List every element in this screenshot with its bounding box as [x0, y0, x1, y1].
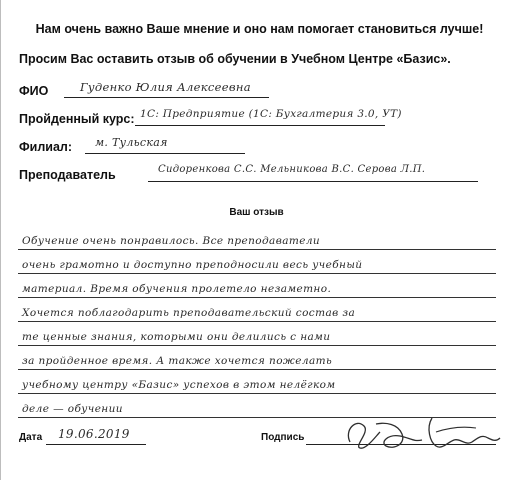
- teacher-label: Преподаватель: [19, 168, 116, 182]
- teacher-value: Сидоренкова С.С. Мельникова В.С. Серова Л.П.: [158, 164, 426, 175]
- review-text-line: Хочется поблагодарить преподавательский состав за: [22, 307, 356, 319]
- date-underline: [46, 444, 146, 445]
- review-text-line: очень грамотно и доступно преподносили весь учебный: [22, 259, 363, 271]
- review-line: [18, 297, 496, 298]
- scan-edge: [0, 0, 1, 480]
- handwritten-signature: [336, 412, 506, 462]
- review-text-line: материал. Время обучения пролетело незаметно.: [22, 283, 332, 295]
- course-label: Пройденный курс:: [19, 112, 135, 126]
- review-line: [18, 369, 496, 370]
- branch-value: м. Тульская: [95, 136, 168, 149]
- fio-value: Гуденко Юлия Алексеевна: [80, 80, 251, 94]
- review-line: [18, 273, 496, 274]
- review-line: [18, 345, 496, 346]
- teacher-underline: [148, 181, 478, 182]
- signature-label: Подпись: [261, 432, 305, 443]
- fio-underline: [64, 97, 269, 98]
- review-title: Ваш отзыв: [229, 207, 284, 218]
- review-text-line: деле — обучении: [22, 403, 123, 415]
- form-headline: Нам очень важно Ваше мнение и оно нам помогает становиться лучше!: [35, 22, 484, 36]
- review-line: [18, 321, 496, 322]
- review-text-line: те ценные знания, которыми они делились с нами: [22, 331, 331, 343]
- review-text-line: за пройденное время. А также хочется пожелать: [22, 355, 333, 367]
- course-value: 1С: Предприятие (1С: Бухгалтерия 3.0, УТ): [140, 108, 402, 120]
- date-label: Дата: [19, 432, 43, 443]
- review-text-line: Обучение очень понравилось. Все преподаватели: [22, 235, 321, 247]
- branch-underline: [85, 153, 245, 154]
- review-line: [18, 393, 496, 394]
- form-request: Просим Вас оставить отзыв об обучении в Учебном Центре «Базис».: [19, 52, 451, 66]
- review-text-line: учебному центру «Базис» успехов в этом нелёгком: [22, 379, 336, 391]
- fio-label: ФИО: [19, 84, 49, 98]
- branch-label: Филиал:: [19, 140, 73, 154]
- course-underline: [135, 125, 385, 126]
- date-value: 19.06.2019: [58, 427, 130, 441]
- review-line: [18, 249, 496, 250]
